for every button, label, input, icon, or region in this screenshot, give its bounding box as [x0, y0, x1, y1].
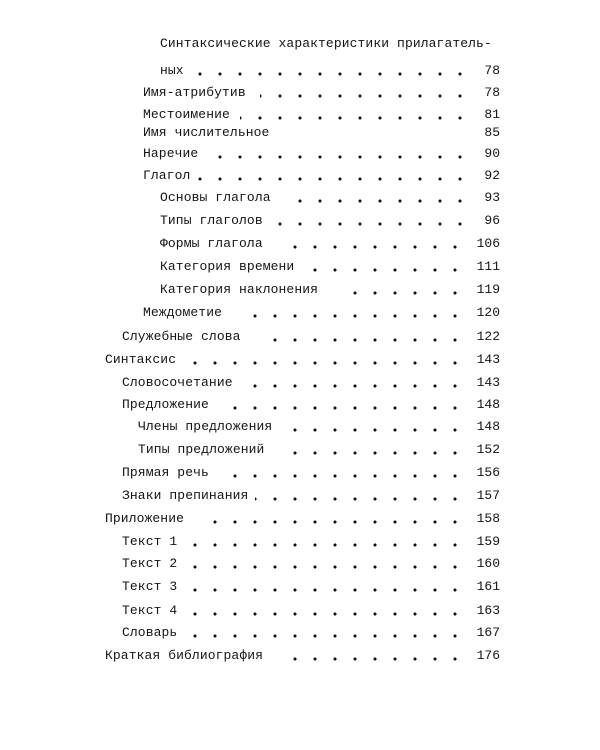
dot-leader — [200, 519, 465, 525]
toc-entry-title: Категория времени — [160, 259, 295, 274]
toc-entry-page-number: 81 — [484, 107, 500, 122]
toc-entry — [0, 256, 600, 278]
toc-entry-title: Текст 3 — [122, 579, 178, 594]
dot-leader — [280, 450, 465, 456]
dot-leader — [240, 313, 465, 319]
toc-entry-page-number: 161 — [476, 579, 500, 594]
toc-entry-page-number: 148 — [476, 419, 500, 434]
toc-entry-page-number: 96 — [484, 213, 500, 228]
toc-entry — [0, 33, 600, 55]
toc-entry-title: Краткая библиография — [105, 648, 264, 663]
toc-entry-page-number: 158 — [476, 511, 500, 526]
dot-leader — [190, 564, 465, 570]
toc-entry — [0, 122, 600, 144]
dot-leader — [275, 221, 470, 227]
dot-leader — [190, 360, 465, 366]
toc-entry — [0, 553, 600, 575]
toc-entry-page-number: 111 — [476, 259, 500, 274]
toc-entry — [0, 394, 600, 416]
toc-entry-page-number: 78 — [484, 85, 500, 100]
toc-entry — [0, 326, 600, 348]
toc-entry-page-number: 93 — [484, 190, 500, 205]
toc-entry-page-number: 148 — [476, 397, 500, 412]
dot-leader — [345, 290, 465, 296]
toc-entry-title: Текст 1 — [122, 534, 178, 549]
toc-entry-title: ных — [160, 63, 184, 78]
toc-entry-title: Синтаксис — [105, 352, 177, 367]
toc-entry — [0, 60, 600, 82]
toc-entry-page-number: 160 — [476, 556, 500, 571]
toc-entry-page-number: 176 — [476, 648, 500, 663]
toc-entry-title: Прямая речь — [122, 465, 209, 480]
toc-entry-page-number: 90 — [484, 146, 500, 161]
dot-leader — [240, 115, 470, 121]
toc-entry-title: Формы глагола — [160, 236, 263, 251]
toc-entry-title: Предложение — [122, 397, 209, 412]
toc-entry-title: Члены предложения — [138, 419, 273, 434]
toc-entry-page-number: 156 — [476, 465, 500, 480]
toc-entry — [0, 210, 600, 232]
toc-entry-page-number: 122 — [476, 329, 500, 344]
toc-entry — [0, 279, 600, 301]
dot-leader — [225, 473, 465, 479]
toc-entry-title: Типы предложений — [138, 442, 265, 457]
toc-entry — [0, 645, 600, 667]
dot-leader — [190, 611, 465, 617]
toc-entry-title: Глагол — [143, 168, 191, 183]
toc-entry — [0, 485, 600, 507]
toc-entry-page-number: 152 — [476, 442, 500, 457]
dot-leader — [260, 337, 465, 343]
toc-entry-page-number: 159 — [476, 534, 500, 549]
dot-leader — [280, 244, 465, 250]
toc-entry-page-number: 120 — [476, 305, 500, 320]
toc-entry-page-number: 92 — [484, 168, 500, 183]
dot-leader — [190, 542, 465, 548]
dot-leader — [220, 405, 465, 411]
toc-entry-title: Наречие — [143, 146, 199, 161]
toc-entry-title: Приложение — [105, 511, 185, 526]
toc-entry — [0, 462, 600, 484]
toc-entry — [0, 439, 600, 461]
dot-leader — [285, 198, 470, 204]
toc-entry — [0, 600, 600, 622]
dot-leader — [190, 587, 465, 593]
toc-entry — [0, 416, 600, 438]
toc-entry-title: Категория наклонения — [160, 282, 319, 297]
dot-leader — [280, 427, 465, 433]
toc-entry — [0, 349, 600, 371]
toc-entry-page-number: 143 — [476, 375, 500, 390]
toc-entry-title: Словарь — [122, 625, 178, 640]
toc-entry — [0, 576, 600, 598]
toc-entry-title: Знаки препинания — [122, 488, 249, 503]
toc-entry — [0, 165, 600, 187]
toc-entry-page-number: 119 — [476, 282, 500, 297]
toc-entry-page-number: 78 — [484, 63, 500, 78]
toc-entry-title: Текст 4 — [122, 603, 178, 618]
dot-leader — [195, 71, 470, 77]
toc-entry — [0, 302, 600, 324]
toc-entry-title: Текст 2 — [122, 556, 178, 571]
dot-leader — [190, 633, 465, 639]
dot-leader — [278, 656, 465, 662]
dot-leader — [195, 176, 470, 182]
toc-entry — [0, 531, 600, 553]
toc-entry-page-number: 85 — [484, 125, 500, 140]
toc-entry — [0, 143, 600, 165]
toc-entry-title: Служебные слова — [122, 329, 241, 344]
toc-entry-title: Словосочетание — [122, 375, 233, 390]
toc-entry — [0, 233, 600, 255]
toc-entry-page-number: 143 — [476, 352, 500, 367]
toc-entry — [0, 82, 600, 104]
dot-leader — [245, 383, 465, 389]
dot-leader — [260, 93, 470, 99]
toc-entry — [0, 187, 600, 209]
toc-entry-title: Синтаксические характеристики прилагатель- — [160, 36, 492, 51]
toc-entry-page-number: 157 — [476, 488, 500, 503]
toc-entry-title: Имя числительное — [143, 125, 270, 140]
toc-entry-title: Основы глагола — [160, 190, 271, 205]
toc-entry — [0, 508, 600, 530]
toc-entry-title: Междометие — [143, 305, 223, 320]
dot-leader — [305, 267, 465, 273]
toc-entry — [0, 372, 600, 394]
toc-entry-page-number: 167 — [476, 625, 500, 640]
toc-entry-page-number: 106 — [476, 236, 500, 251]
dot-leader — [255, 496, 465, 502]
toc-entry-title: Типы глаголов — [160, 213, 263, 228]
toc-entry-title: Имя-атрибутив — [143, 85, 246, 100]
toc-entry-page-number: 163 — [476, 603, 500, 618]
toc-entry — [0, 622, 600, 644]
toc-entry-title: Местоимение — [143, 107, 230, 122]
dot-leader — [210, 154, 470, 160]
